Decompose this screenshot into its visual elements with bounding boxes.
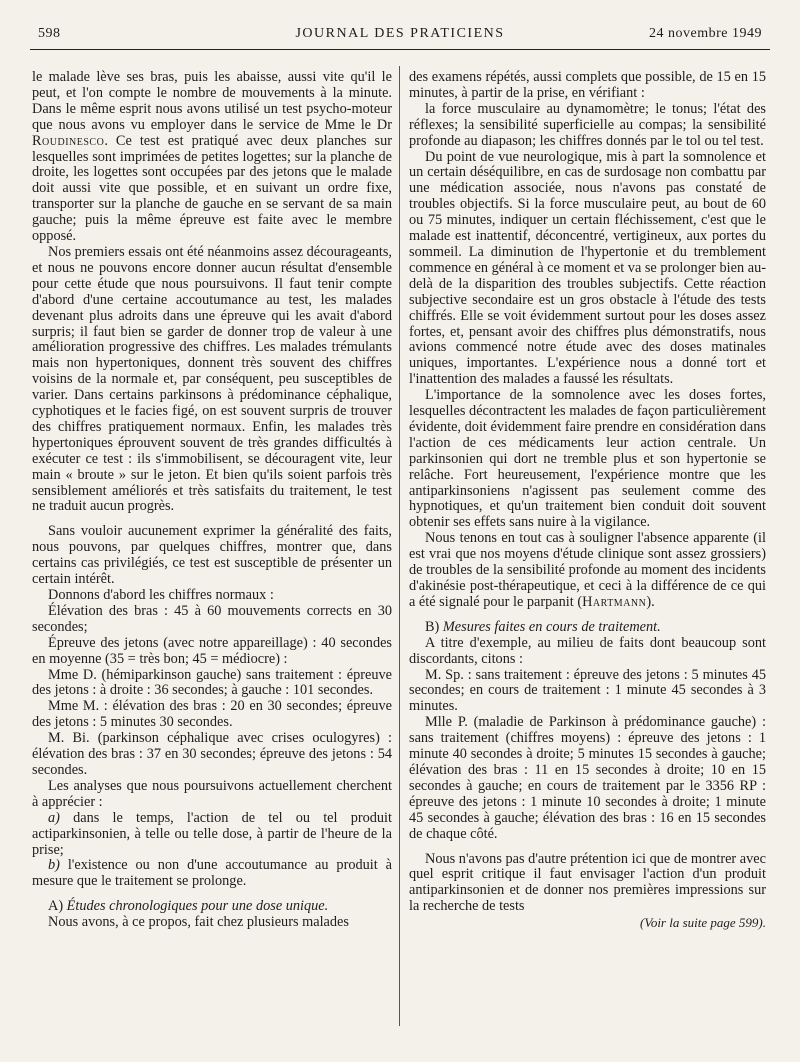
left-column <box>32 70 392 931</box>
author-name: Roudinesco <box>32 132 105 149</box>
issue-date: 24 novembre 1949 <box>649 26 762 41</box>
journal-title: JOURNAL DES PRATICIENS <box>295 26 505 41</box>
author-name: Hartmann <box>582 593 647 610</box>
paragraph: Donnons d'abord les chiffres normaux : <box>48 587 274 603</box>
paragraph: Les analyses que nous poursuivons actuellement cherchent à apprécier : <box>32 777 392 810</box>
section-heading: A) Études chronologiques pour une dose unique. <box>48 898 329 915</box>
paragraph: Sans vouloir aucunement exprimer la généralité des faits, nous pouvons, par quelques chiffres, montrer que, dans certains cas privilégiés, ce test est susceptible de présenter un certain intérêt. <box>32 523 392 588</box>
paragraph: Mme D. (hémiparkinson gauche) sans traitement : épreuve des jetons : à droite : 36 secondes; à gauche : 101 secondes. <box>32 666 392 699</box>
page-number: 598 <box>38 26 61 41</box>
paragraph: A titre d'exemple, au milieu de faits dont beaucoup sont discordants, citons : <box>409 634 766 667</box>
column-divider <box>399 66 400 1026</box>
right-column <box>409 70 766 931</box>
section-heading: B) Mesures faites en cours de traitement. <box>425 618 661 635</box>
paragraph: Nous n'avons pas d'autre prétention ici que de montrer avec quel esprit critique il faut envisager l'action d'un produit antiparkinsonien et de donner nos premières impressions sur la recherche de tests <box>409 850 766 915</box>
paragraph: M. Sp. : sans traitement : épreuve des jetons : 5 minutes 45 secondes; en cours de traitement : 1 minute 45 secondes à 3 minutes. <box>409 666 766 715</box>
paragraph: des examens répétés, aussi complets que possible, de 15 en 15 minutes, à partir de la prise, en vérifiant : <box>409 69 766 101</box>
list-item: a) dans le temps, l'action de tel ou tel produit actiparkinsonien, à telle ou telle dose, à partir de l'heure de la prise; <box>32 809 392 858</box>
paragraph: Mlle P. (maladie de Parkinson à prédominance gauche) : sans traitement (chiffres moyens) : épreuve des jetons : 1 minute 40 secondes à droite; 5 minutes 15 secondes à gauche; élévation des bras : 11 en 15 secondes à droite; 10 en 15 secondes à gauche; en cours de traitement par le 3356 RP : épreuve des jetons : 1 minute 10 secondes à droite; 1 minute 45 secondes à gauche; élévation des bras : 16 en 15 secondes de chaque côté. <box>409 714 766 842</box>
paragraph: le malade lève ses bras, puis les abaisse, aussi vite qu'il le peut, et l'on compte le nombre de mouvements à la minute. Dans le même esprit nous avons utilisé un test psycho-moteur que nous avons vu employer dans le service de Mme le Dr Roudinesco. Ce test est pratiqué avec deux planches sur lesquelles sont imprimées de petites logettes; sur la planche de droite, les logettes sont occupées par des jetons que le malade doit aussi vite que possible, et en suivant un ordre fixe, transporter sur la planche de gauche en se servant de sa main gauche; puis la même épreuve est faite avec le membre opposé. <box>32 69 392 245</box>
paragraph: L'importance de la somnolence avec les doses fortes, lesquelles décontractent les malades de façon particulièrement évidente, doit évidemment faire prendre en considération dans l'action de ces médicaments leur action centrale. Un parkinsonien qui dort ne tremble plus et son hypertonie se relâche. Fort heureusement, l'expérience montre que les antiparkinsoniens n'agissent pas seulement comme des hypnotiques, et qu'un traitement bien conduit doit souvent obtenir ses effets sans nuire à la vigilance. <box>409 387 766 531</box>
paragraph: Mme M. : élévation des bras : 20 en 30 secondes; épreuve des jetons : 5 minutes 30 secondes. <box>32 698 392 731</box>
list-item: b) l'existence ou non d'une accoutumance au produit à mesure que le traitement se prolonge. <box>32 857 392 890</box>
paragraph: Nous tenons en tout cas à souligner l'absence apparente (il est vrai que nos moyens d'étude clinique sont assez grossiers) de troubles de la sensibilité profonde au moment des incidents d'akinésie post-thérapeutique, et ceci à la différence de ce qui a été signalé pour le parpanit (Hartmann). <box>409 530 766 610</box>
paragraph: la force musculaire au dynamomètre; le tonus; l'état des réflexes; la sensibilité superficielle au compas; la sensibilité profonde au diapason; les chiffres donnés par le tol ou tel test. <box>409 100 766 149</box>
paragraph: Épreuve des jetons (avec notre appareillage) : 40 secondes en moyenne (35 = très bon; 45 = médiocre) : <box>32 634 392 667</box>
paragraph: Élévation des bras : 45 à 60 mouvements corrects en 30 secondes; <box>32 602 392 635</box>
paragraph: Du point de vue neurologique, mis à part la somnolence et un certain déséquilibre, en cas de surdosage non combattu par une médication associée, nous n'avons pas constaté de troubles objectifs. Si la force musculaire peut, au bout de 60 ou 75 minutes, indiquer un certain fléchissement, c'est que le malade est inattentif, déconcentré, vertigineux, aux portes du sommeil. La diminution de l'hypertonie et du tremblement commence en général à ce moment et va se prolonger bien au-delà de la disparition des troubles subjectifs. Cette réaction subjective secondaire est un gros obstacle à l'étude des tests chiffrés. Elle se voit évidemment surtout pour les doses assez fortes, et, pensant avoir des chiffres plus démonstratifs, nous avions commencé notre étude avec des doses matinales uniques, importantes. L'expérience nous a donné tort et l'inattention des malades a faussé les résultats. <box>409 148 766 388</box>
continued-note: (Voir la suite page 599). <box>639 915 766 931</box>
paragraph: M. Bi. (parkinson céphalique avec crises oculogyres) : élévation des bras : 37 en 30 secondes; épreuve des jetons : 54 secondes. <box>32 730 392 778</box>
page-header <box>38 22 762 46</box>
header-rule <box>30 49 770 50</box>
paragraph: Nous avons, à ce propos, fait chez plusieurs malades <box>48 914 349 931</box>
paragraph: Nos premiers essais ont été néanmoins assez décourageants, et nous ne pouvons encore donner aucun résultat d'ensemble pour cette étude que nous poursuivons. Il faut tenir compte d'abord d'une certaine accoutumance au test, les malades devenant plus adroits dans une épreuve qui les avait d'abord surpris; il faut bien se garder de donner trop de valeur à une amélioration progressive des chiffres. Les malades trémulants mais non hypertoniques, donnent très souvent des chiffres voisins de la normale et, par conséquent, peu susceptibles de varier. Dans certains parkinsons à prédominance céphalique, cyphotiques et le facies figé, on est souvent surpris de trouver des chiffres pratiquement normaux. Enfin, les malades très hypertoniques éprouvent souvent de très grandes difficultés à exécuter ce test : ils s'immobilisent, se découragent vite, leur main « broute » sur le jeton. Et bien qu'ils soient parfois très sensiblement améliorés et très satisfaits du traitement, le test ne traduit aucun progrès. <box>32 243 392 515</box>
